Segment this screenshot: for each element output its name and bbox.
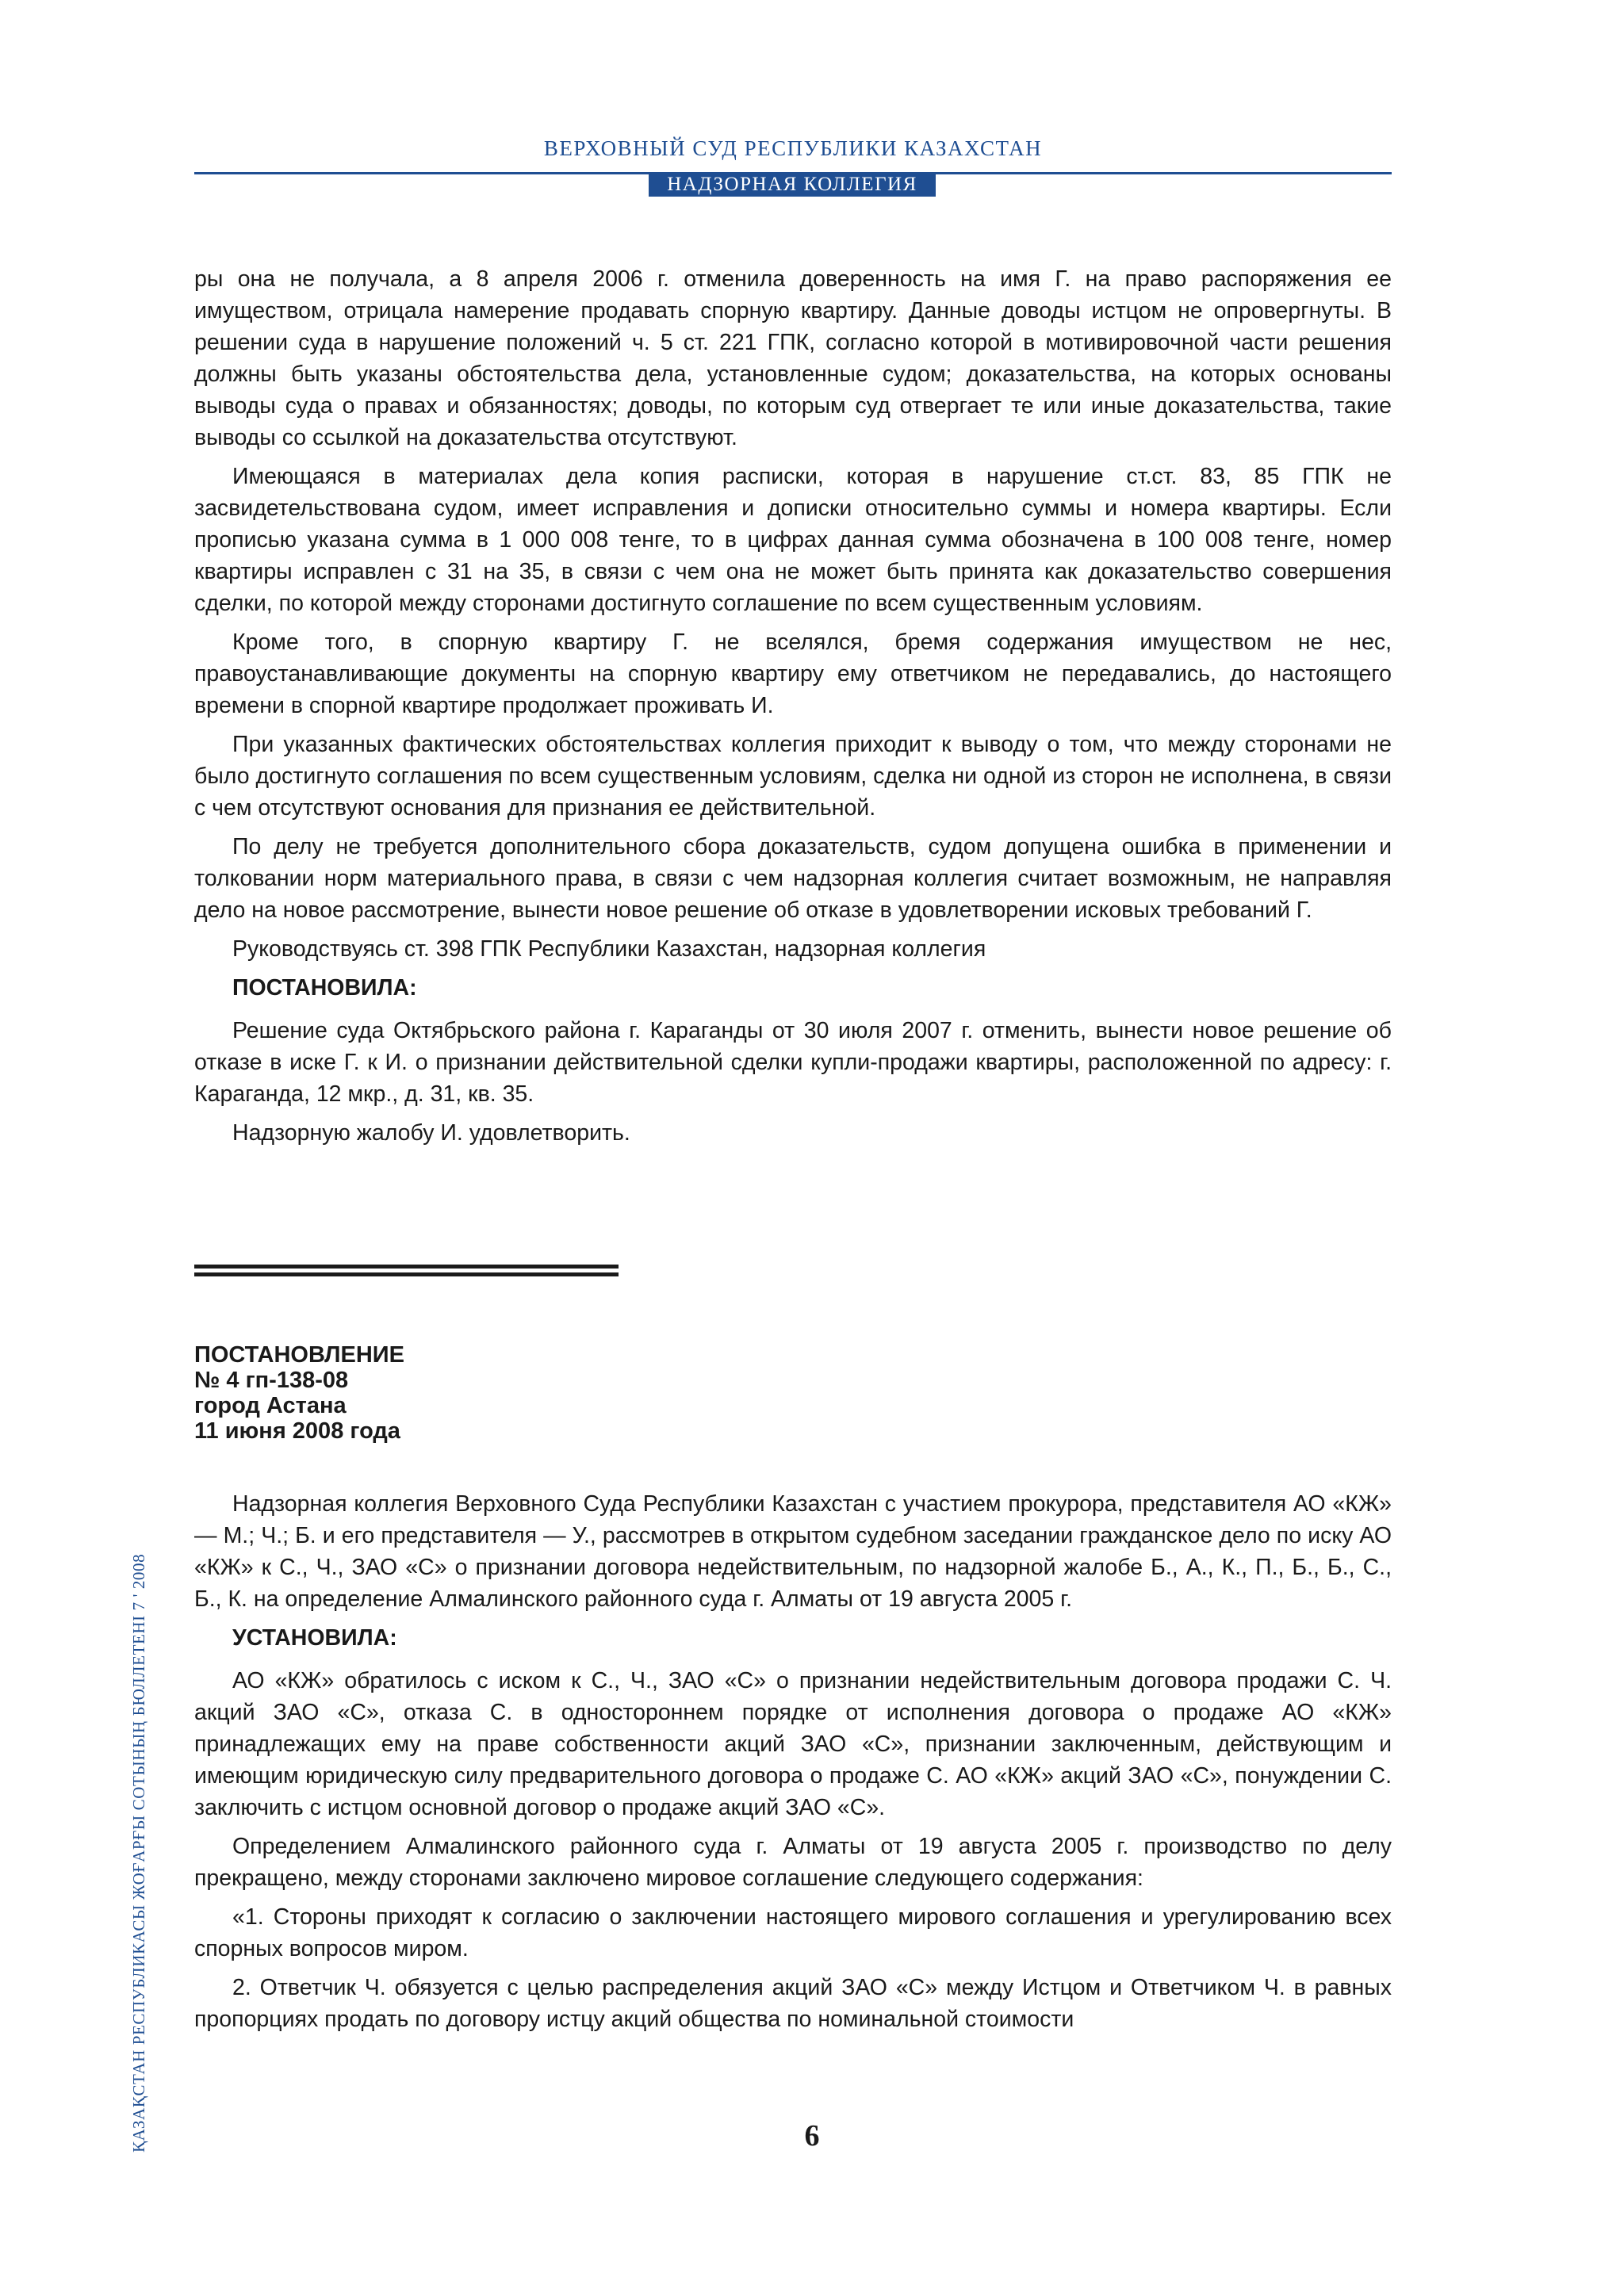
paragraph: «1. Стороны приходят к согласию о заключении настоящего мирового соглашения и урегулированию всех спорных вопросов миром. [194, 1904, 1392, 1961]
section-divider [194, 1265, 619, 1280]
paragraph: Надзорная коллегия Верховного Суда Республики Казахстан с участием прокурора, представителя АО «КЖ» — М.; Ч.; Б. и его представителя — У., рассмотрев в открытом судебном заседании гражданское дело по иску АО «КЖ» к С., Ч., ЗАО «С» о признании договора недействительным, по надзорной жалобе Б., А., К., П., Б., Б., С., Б., К. на определение Алмалинского районного суда г. Алматы от 19 августа 2005 г. [194, 1491, 1392, 1612]
paragraph: АО «КЖ» обратилось с иском к С., Ч., ЗАО «С» о признании недействительным договора продажи С. Ч. акций ЗАО «С», отказа С. в одностороннем порядке от исполнения договора о продаже АО «КЖ» принадлежащих ему на праве собственности акций ЗАО «С», признании заключенным, действующим и имеющим юридическую силу предварительного договора о продаже С. АО «КЖ» акций ЗАО «С», понуждении С. заключить с истцом основной договор о продаже акций ЗАО «С». [194, 1668, 1392, 1820]
journal-header-subtitle: НАДЗОРНАЯ КОЛЛЕГИЯ [649, 173, 936, 197]
paragraph: Надзорную жалобу И. удовлетворить. [232, 1120, 630, 1146]
paragraph: Кроме того, в спорную квартиру Г. не вселялся, бремя содержания имуществом не нес, правоустанавливающие документы на спорную квартиру ему ответчиком не передавались, до настоящего времени в спорной квартире продолжает проживать И. [194, 629, 1392, 718]
spine-journal-title: ҚАЗАҚСТАН РЕСПУБЛИКАСЫ ЖОҒАРҒЫ СОТЫНЫҢ БЮЛЛЕТЕНІ 7 ' 2008 [129, 1553, 148, 2152]
ruling-number: № 4 гп-138-08 [194, 1368, 349, 1393]
paragraph: Имеющаяся в материалах дела копия расписки, которая в нарушение ст.ст. 83, 85 ГПК не засвидетельствована судом, имеет исправления и дописки относительно суммы и номера квартиры. Если прописью указана сумма в 1 000 008 тенге, то в цифрах данная сумма обозначена в 100 008 тенге, номер квартиры исправлен с 31 на 35, в связи с чем она не может быть принята как доказательство совершения сделки, по которой между сторонами достигнуто соглашение по всем существенным условиям. [194, 464, 1392, 616]
paragraph: При указанных фактических обстоятельствах коллегия приходит к выводу о том, что между сторонами не было достигнуто соглашения по всем существенным условиям, сделка ни одной из сторон не исполнена, в связи с чем отсутствуют основания для признания ее действительной. [194, 732, 1392, 821]
paragraph: Руководствуясь ст. 398 ГПК Республики Казахстан, надзорная коллегия [232, 936, 986, 962]
previous-ruling-text [194, 263, 1392, 1156]
ruling-date: 11 июня 2008 года [194, 1418, 400, 1444]
paragraph: Решение суда Октябрьского района г. Караганды от 30 июля 2007 г. отменить, вынести новое решение об отказе в иске Г. к И. о признании действительной сделки купли-продажи квартиры, расположенной по адресу: г. Караганда, 12 мкр., д. 31, кв. 35. [194, 1018, 1392, 1107]
ruling-text [194, 1488, 1392, 2042]
ruling-title: ПОСТАНОВЛЕНИЕ [194, 1342, 404, 1368]
paragraph: По делу не требуется дополнительного сбора доказательств, судом допущена ошибка в применении и толковании норм материального права, в связи с чем надзорная коллегия считает возможным, не направляя дело на новое рассмотрение, вынести новое решение об отказе в удовлетворении исковых требований Г. [194, 834, 1392, 923]
page-number: 6 [804, 2119, 820, 2152]
paragraph: 2. Ответчик Ч. обязуется с целью распределения акций ЗАО «С» между Истцом и Ответчиком Ч. в равных пропорциях продать по договору истцу акций общества по номинальной стоимости [194, 1975, 1392, 2032]
ruling-heading [194, 1342, 404, 1444]
paragraph: Определением Алмалинского районного суда г. Алматы от 19 августа 2005 г. производство по делу прекращено, между сторонами заключено мировое соглашение следующего содержания: [194, 1834, 1392, 1891]
section-heading: ПОСТАНОВИЛА: [232, 975, 417, 1001]
paragraph: ры она не получала, а 8 апреля 2006 г. отменила доверенность на имя Г. на право распоряжения ее имуществом, отрицала намерение продавать спорную квартиру. Данные доводы истцом не опровергнуты. В решении суда в нарушение положений ч. 5 ст. 221 ГПК, согласно которой в мотивировочной части решения должны быть указаны обстоятельства дела, установленные судом; доказательства, на которых основаны выводы суда о правах и обязанностях; доводы, по которым суд отвергает те или иные доказательства, такие выводы со ссылкой на доказательства отсутствуют. [194, 266, 1392, 450]
ruling-city: город Астана [194, 1393, 347, 1418]
section-heading: УСТАНОВИЛА: [232, 1625, 397, 1651]
journal-header-title: ВЕРХОВНЫЙ СУД РЕСПУБЛИКИ КАЗАХСТАН [543, 136, 1043, 160]
